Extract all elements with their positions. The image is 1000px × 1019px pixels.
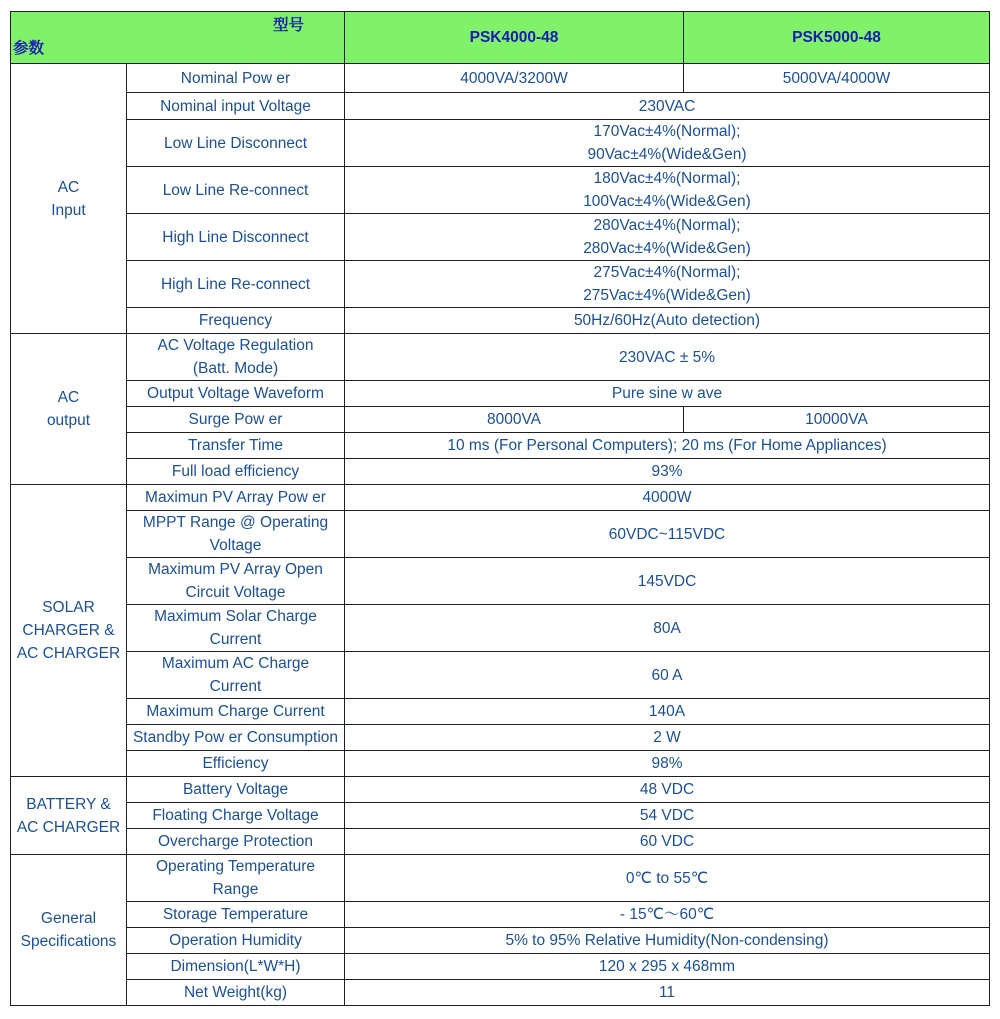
- param-cell: Efficiency: [127, 751, 345, 777]
- value-cell: 0℃ to 55℃: [345, 855, 990, 902]
- section-general: General Specifications: [11, 855, 127, 1006]
- param-cell: Overcharge Protection: [127, 829, 345, 855]
- model-label: 型号: [273, 17, 305, 34]
- value-cell: 145VDC: [345, 558, 990, 605]
- model-column-header: PSK5000-48: [684, 12, 990, 64]
- param-cell: AC Voltage Regulation (Batt. Mode): [127, 334, 345, 381]
- spec-table: [10, 11, 990, 1006]
- param-cell: High Line Disconnect: [127, 214, 345, 261]
- param-cell: Net Weight(kg): [127, 980, 345, 1006]
- param-cell: Battery Voltage: [127, 777, 345, 803]
- section-solar-charger: SOLAR CHARGER & AC CHARGER: [11, 485, 127, 777]
- value-cell: 11: [345, 980, 990, 1006]
- param-cell: Nominal input Voltage: [127, 93, 345, 120]
- value-cell: 2 W: [345, 725, 990, 751]
- value-cell: 5% to 95% Relative Humidity(Non-condensing): [345, 928, 990, 954]
- value-cell: 4000VA/3200W: [345, 64, 684, 93]
- param-cell: High Line Re-connect: [127, 261, 345, 308]
- value-cell: - 15℃～60℃: [345, 902, 990, 928]
- value-cell: 10000VA: [684, 407, 990, 433]
- value-cell: 230VAC ± 5%: [345, 334, 990, 381]
- value-cell: 120 x 295 x 468mm: [345, 954, 990, 980]
- param-cell: Nominal Pow er: [127, 64, 345, 93]
- param-cell: Dimension(L*W*H): [127, 954, 345, 980]
- value-cell: 4000W: [345, 485, 990, 511]
- value-cell: 80A: [345, 605, 990, 652]
- param-cell: Maximun PV Array Pow er: [127, 485, 345, 511]
- param-cell: Maximum PV Array Open Circuit Voltage: [127, 558, 345, 605]
- value-cell: 230VAC: [345, 93, 990, 120]
- value-cell: 5000VA/4000W: [684, 64, 990, 93]
- value-cell: Pure sine w ave: [345, 381, 990, 407]
- value-cell: 48 VDC: [345, 777, 990, 803]
- param-cell: Low Line Disconnect: [127, 120, 345, 167]
- section-battery: BATTERY & AC CHARGER: [11, 777, 127, 855]
- param-cell: Transfer Time: [127, 433, 345, 459]
- value-cell: 180Vac±4%(Normal); 100Vac±4%(Wide&Gen): [345, 167, 990, 214]
- section-ac-output: AC output: [11, 334, 127, 485]
- param-cell: Floating Charge Voltage: [127, 803, 345, 829]
- value-cell: 50Hz/60Hz(Auto detection): [345, 308, 990, 334]
- value-cell: 170Vac±4%(Normal); 90Vac±4%(Wide&Gen): [345, 120, 990, 167]
- param-cell: Storage Temperature: [127, 902, 345, 928]
- value-cell: 140A: [345, 699, 990, 725]
- value-cell: 280Vac±4%(Normal); 280Vac±4%(Wide&Gen): [345, 214, 990, 261]
- value-cell: 54 VDC: [345, 803, 990, 829]
- param-cell: Maximum Charge Current: [127, 699, 345, 725]
- param-cell: Operating Temperature Range: [127, 855, 345, 902]
- param-cell: MPPT Range @ Operating Voltage: [127, 511, 345, 558]
- param-label: 参数: [13, 40, 45, 57]
- param-cell: Output Voltage Waveform: [127, 381, 345, 407]
- value-cell: 275Vac±4%(Normal); 275Vac±4%(Wide&Gen): [345, 261, 990, 308]
- param-cell: Frequency: [127, 308, 345, 334]
- param-cell: Operation Humidity: [127, 928, 345, 954]
- value-cell: 60VDC~115VDC: [345, 511, 990, 558]
- value-cell: 98%: [345, 751, 990, 777]
- section-ac-input: AC Input: [11, 64, 127, 334]
- value-cell: 60 A: [345, 652, 990, 699]
- model-column-header: PSK4000-48: [345, 12, 684, 64]
- param-cell: Maximum AC Charge Current: [127, 652, 345, 699]
- value-cell: 10 ms (For Personal Computers); 20 ms (For Home Appliances): [345, 433, 990, 459]
- param-cell: Standby Pow er Consumption: [127, 725, 345, 751]
- param-cell: Full load efficiency: [127, 459, 345, 485]
- value-cell: 60 VDC: [345, 829, 990, 855]
- value-cell: 93%: [345, 459, 990, 485]
- param-cell: Maximum Solar Charge Current: [127, 605, 345, 652]
- param-cell: Low Line Re-connect: [127, 167, 345, 214]
- param-cell: Surge Pow er: [127, 407, 345, 433]
- header-corner-cell: [11, 12, 345, 64]
- value-cell: 8000VA: [345, 407, 684, 433]
